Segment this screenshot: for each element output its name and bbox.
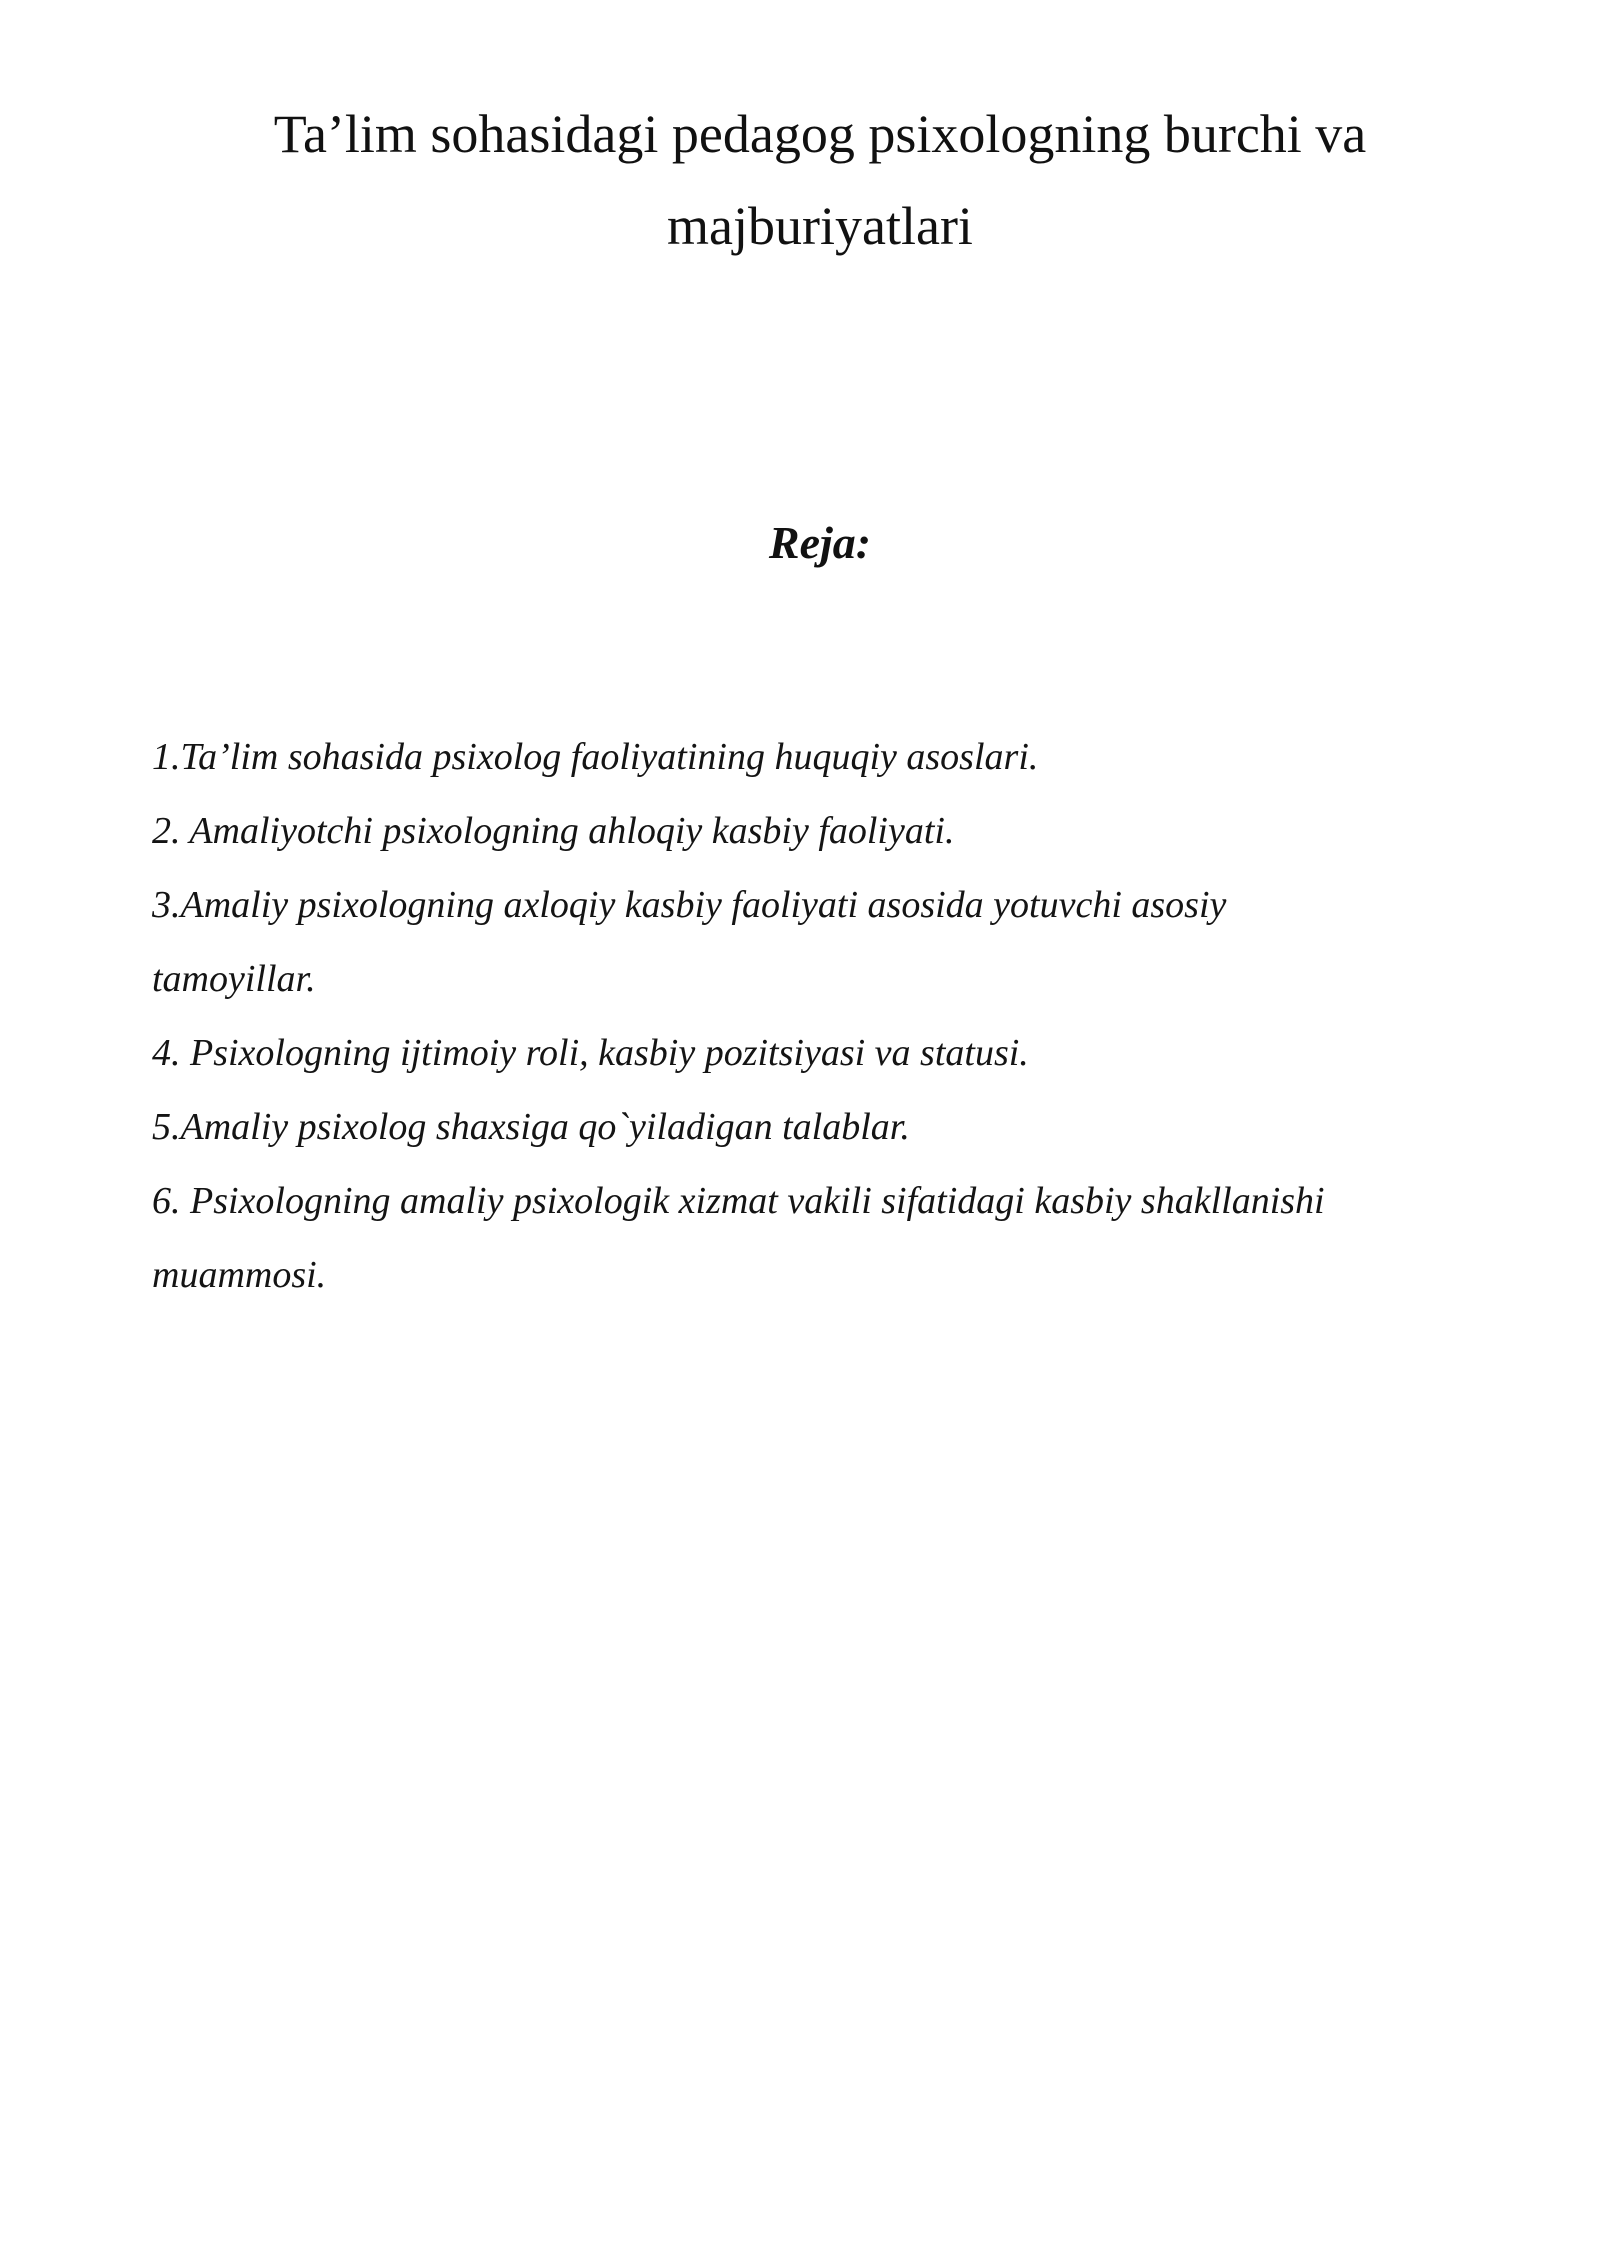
plan-item-1: 1.Ta’lim sohasida psixolog faoliyatining huquqiy asoslari.	[152, 736, 1039, 778]
plan-heading: Reja:	[768, 517, 872, 568]
plan-item-3-continuation: tamoyillar.	[152, 958, 316, 1000]
plan-item-6: 6. Psixologning amaliy psixologik xizmat vakili sifatidagi kasbiy shakllanishi	[152, 1180, 1325, 1222]
page-title-line-1: Ta’lim sohasidagi pedagog psixologning burchi va	[273, 104, 1367, 164]
plan-item-4: 4. Psixologning ijtimoiy roli, kasbiy pozitsiyasi va statusi.	[152, 1032, 1029, 1074]
page-title	[200, 88, 1440, 272]
plan-item-6-continuation: muammosi.	[152, 1254, 327, 1296]
page-title-line-2: majburiyatlari	[667, 196, 973, 256]
plan-list	[152, 720, 1512, 1312]
plan-item-5: 5.Amaliy psixolog shaxsiga qo`yiladigan talablar.	[152, 1106, 910, 1148]
plan-item-2: 2. Amaliyotchi psixologning ahloqiy kasbiy faoliyati.	[152, 810, 955, 852]
plan-item-3: 3.Amaliy psixologning axloqiy kasbiy faoliyati asosida yotuvchi asosiy	[152, 884, 1227, 926]
